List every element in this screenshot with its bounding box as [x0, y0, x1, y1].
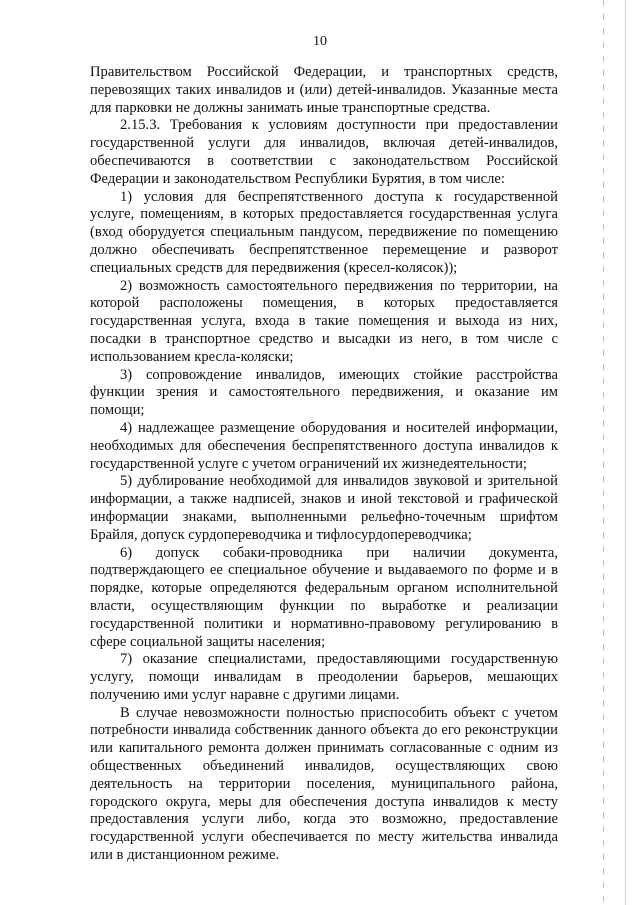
paragraph-impossibility-case: В случае невозможности полностью приспособить объект с учетом потребности инвалида собственник данного объекта до его реконструкции или капитального ремонта должен принимать согласованные с одним из общественных объединений инвалидов, осуществляющих свою деятельность на территории поселения, муниципального района, городского округа, меры для обеспечения доступа инвалидов к месту предоставления услуги либо, когда это возможно, предоставление государственной услуги обеспечивается по месту жительства инвалида или в дистанционном режиме.: [90, 704, 558, 864]
list-item-1: 1) условия для беспрепятственного доступа к государственной услуге, помещениям, в которых предоставляется государственная услуга (вход оборудуется специальным пандусом, передвижение по помещению должно обеспечивать беспрепятственное перемещение и разворот специальных средств для передвижения (кресел-колясок));: [90, 188, 558, 276]
list-item-7: 7) оказание специалистами, предоставляющими государственную услугу, помощи инвалидам в преодолении барьеров, мешающих получению ими услуг наравне с другими лицами.: [90, 651, 558, 703]
list-item-2: 2) возможность самостоятельного передвижения по территории, на которой расположены помещения, в которых предоставляется государственная услуга, входа в такие помещения и выхода из них, посадки в транспортное средство и высадки из него, в том числе с использованием кресла-коляски;: [90, 277, 558, 365]
list-item-6: 6) допуск собаки-проводника при наличии документа, подтверждающего ее специальное обучение и выдаваемого по форме и в порядке, которые определяются федеральным органом исполнительной власти, осуществляющим функции по выработке и реализации государственной политики и нормативно-правовому регулированию в сфере социальной защиты населения;: [90, 544, 558, 650]
scan-edge-line-outer: [625, 0, 626, 905]
list-item-3: 3) сопровождение инвалидов, имеющих стойкие расстройства функции зрения и самостоятельного передвижения, и оказание им помощи;: [90, 366, 558, 419]
paragraph-2-15-3: 2.15.3. Требования к условиям доступности при предоставлении государственной услуги для инвалидов, включая детей-инвалидов, обеспечиваются в соответствии с законодательством Российской Федерации и законодательством Республики Бурятия, в том числе:: [90, 117, 558, 187]
list-item-5: 5) дублирование необходимой для инвалидов звуковой и зрительной информации, а также надписей, знаков и иной текстовой и графической информации знаками, выполненными рельефно-точечным шрифтом Брайля, допуск сурдопереводчика и тифлосурдопереводчика;: [90, 473, 558, 543]
scan-edge-line: [603, 0, 604, 905]
page-number: 10: [313, 34, 327, 49]
document-body: [90, 64, 558, 865]
list-item-4: 4) надлежащее размещение оборудования и носителей информации, необходимых для обеспечения беспрепятственного доступа инвалидов к государственной услуге с учетом ограничений их жизнедеятельности;: [90, 419, 558, 472]
paragraph-parking-continuation: Правительством Российской Федерации, и транспортных средств, перевозящих таких инвалидов и (или) детей-инвалидов. Указанные места для парковки не должны занимать иные транспортные средства.: [90, 64, 558, 116]
